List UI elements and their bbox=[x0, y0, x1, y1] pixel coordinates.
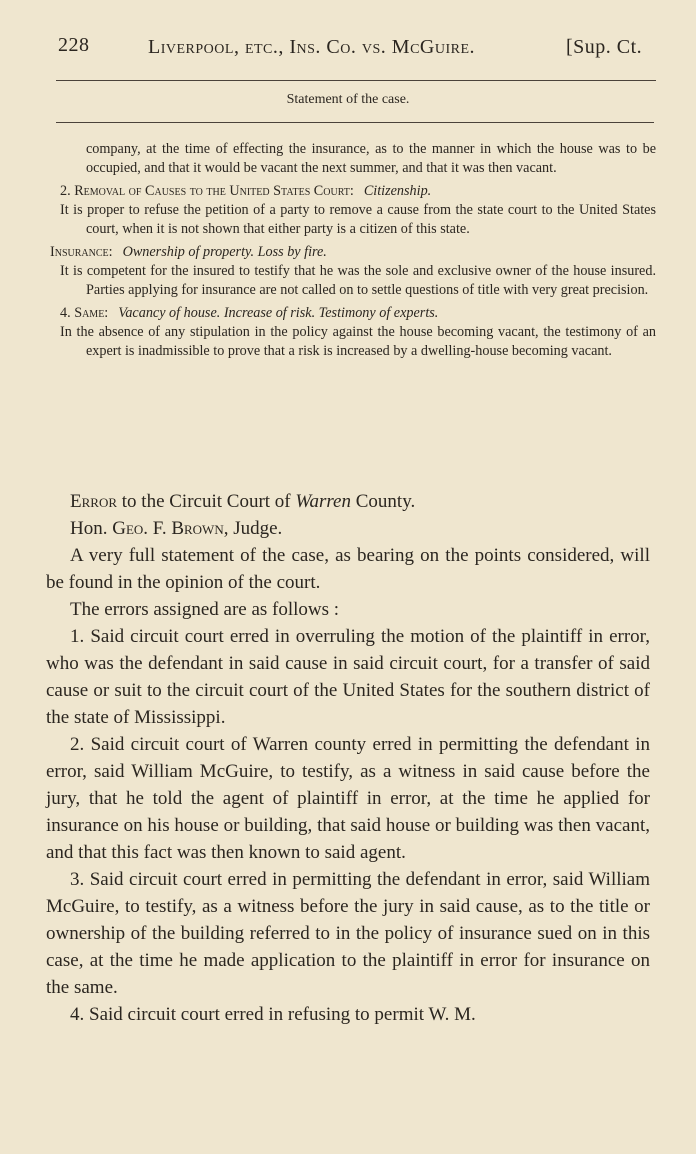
body-paragraph: A very full statement of the case, as bearing on the points considered, will be found in the opinion of the court. bbox=[46, 545, 650, 593]
syllabus-heading-removal bbox=[50, 182, 656, 201]
syllabus-topic: Vacancy of house. Increase of risk. Testimony of experts. bbox=[118, 305, 439, 321]
syllabus-heading-insurance bbox=[50, 243, 656, 262]
main-text bbox=[46, 488, 650, 1028]
section-caption: Statement of the case. bbox=[286, 92, 410, 107]
syllabus-heading-text: 4. Same: bbox=[60, 305, 109, 321]
error-assignment-1: 1. Said circuit court erred in overruling the motion of the plaintiff in error, who was the defendant in said cause in said circuit court, for a transfer of said cause or suit to the circuit court of the United States for the southern district of the state of Mississippi. bbox=[46, 626, 650, 728]
judge-suffix: , Judge. bbox=[223, 518, 283, 539]
running-title: Liverpool, etc., Ins. Co. vs. McGuire. bbox=[148, 36, 476, 58]
syllabus-topic: Ownership of property. Loss by fire. bbox=[122, 244, 327, 260]
court-abbreviation: [Sup. Ct. bbox=[566, 36, 643, 58]
error-line-text: County. bbox=[351, 491, 416, 512]
page-number: 228 bbox=[58, 34, 90, 56]
syllabus-text-same: In the absence of any stipulation in the policy against the house becoming vacant, the testimony of an expert is inadmissible to prove that a risk is increased by a dwelling-house becoming vacant. bbox=[60, 324, 656, 359]
syllabus-heading-text: 2. Removal of Causes to the United States Court: bbox=[60, 183, 354, 199]
syllabus-topic: Citizenship. bbox=[363, 183, 432, 199]
error-word: Error bbox=[70, 491, 118, 512]
header-rule bbox=[56, 80, 656, 81]
county-name: Warren bbox=[295, 491, 351, 512]
syllabus-heading-text: Insurance: bbox=[50, 244, 113, 260]
running-header bbox=[58, 34, 658, 68]
caption-rule bbox=[56, 122, 654, 123]
syllabus-continuation: company, at the time of effecting the insurance, as to the manner in which the house was to be occupied, and that it would be vacant the next summer, and that it was then vacant. bbox=[86, 141, 656, 176]
judge-line bbox=[46, 515, 650, 542]
syllabus bbox=[50, 140, 656, 361]
error-line-text: to the Circuit Court of bbox=[117, 491, 296, 512]
syllabus-text-removal: It is proper to refuse the petition of a party to remove a cause from the state court to the United States court, when it is not shown that either party is a citizen of this state. bbox=[60, 202, 656, 237]
judge-name: Geo. F. Brown bbox=[112, 518, 224, 539]
judge-prefix: Hon. bbox=[70, 518, 113, 539]
error-assignment-3: 3. Said circuit court erred in permitting the defendant in error, said William McGuire, to testify, as a witness before the jury in said cause, as to the title or ownership of the building referred to in the policy of insurance sued on in this case, at the time he made application to the plaintiff in error for insurance on the same. bbox=[46, 869, 650, 998]
body-paragraph: The errors assigned are as follows : bbox=[70, 599, 340, 620]
error-assignment-4: 4. Said circuit court erred in refusing to permit W. M. bbox=[70, 1004, 476, 1025]
syllabus-heading-same bbox=[50, 304, 656, 323]
error-line bbox=[46, 488, 650, 515]
error-assignment-2: 2. Said circuit court of Warren county erred in permitting the defendant in error, said William McGuire, to testify, as a witness in said cause before the jury, that he told the agent of plaintiff in error, at the time he applied for insurance on his house or building, that said house or building was then vacant, and that this fact was then known to said agent. bbox=[46, 734, 650, 863]
syllabus-text-insurance: It is competent for the insured to testify that he was the sole and exclusive owner of the house insured. Parties applying for insurance are not called on to settle questions of title with very great precision. bbox=[60, 263, 656, 298]
